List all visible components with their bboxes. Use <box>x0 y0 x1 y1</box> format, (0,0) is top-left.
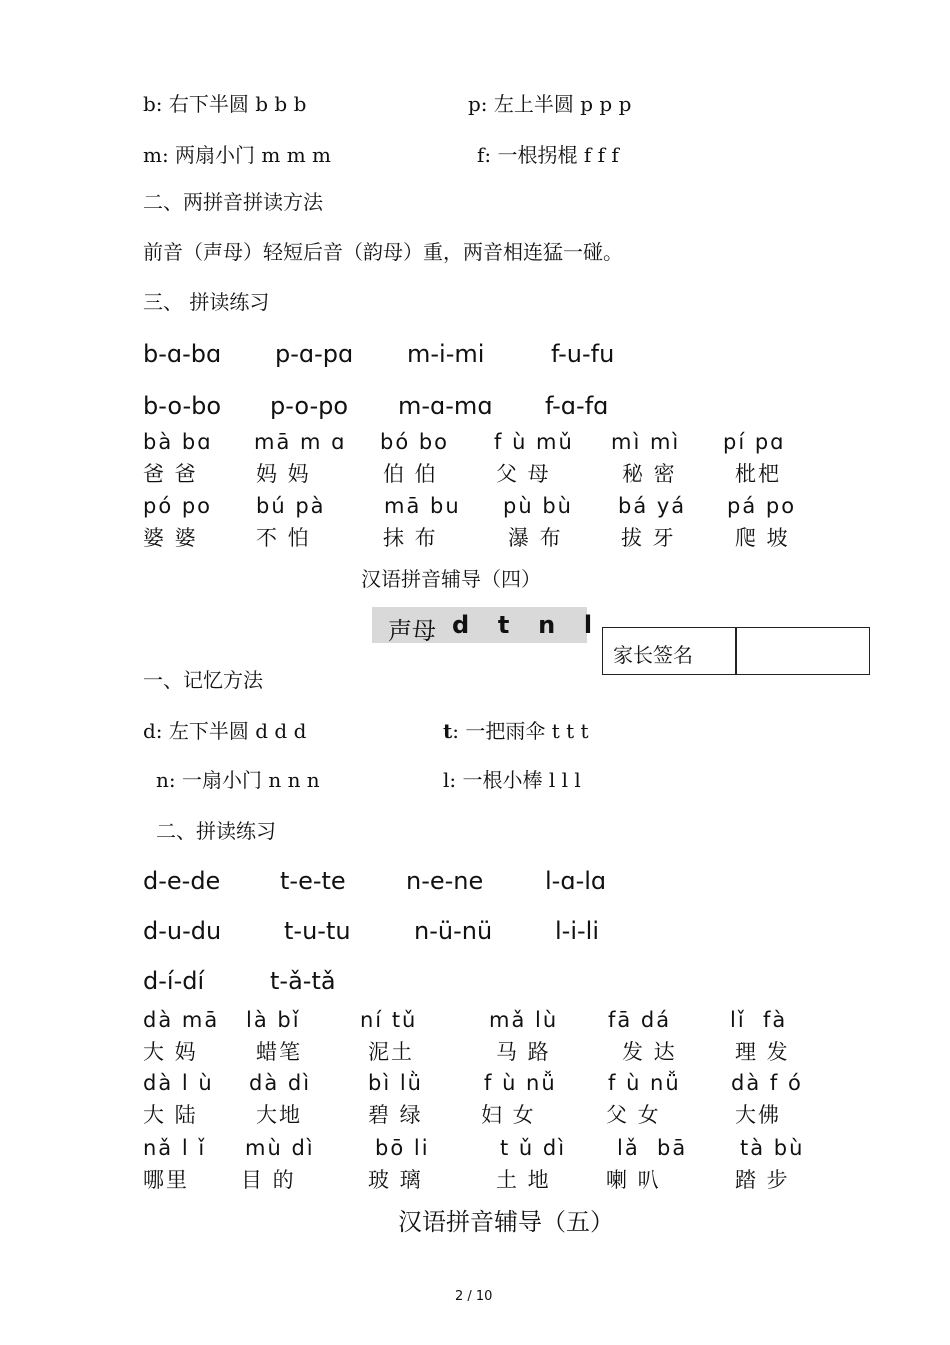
word-pinyin: t ǔ dì <box>500 1136 567 1160</box>
word-hanzi: 玻 璃 <box>368 1168 423 1192</box>
drill-item: b-ɑ-bɑ <box>143 340 222 368</box>
banner-label: 声母 <box>388 617 436 645</box>
word-pinyin: dà dì <box>249 1071 312 1095</box>
word-pinyin: mǎ lù <box>489 1008 559 1032</box>
word-hanzi: 妈 妈 <box>256 462 311 486</box>
word-pinyin: lǐ fà <box>730 1008 788 1032</box>
mnemonic-l: l: 一根小棒 l l l <box>443 768 581 792</box>
signature-divider <box>735 628 737 674</box>
drill-item: t-ǎ-tǎ <box>270 967 336 995</box>
drill-item: l-ɑ-lɑ <box>545 867 607 895</box>
word-hanzi: 妇 女 <box>481 1103 536 1127</box>
word-pinyin: bó bo <box>380 430 450 454</box>
drill-item: p-ɑ-pɑ <box>275 340 354 368</box>
section-heading-method: 二、两拼音拼读方法 <box>143 190 323 214</box>
word-hanzi: 大 陆 <box>143 1103 198 1127</box>
word-hanzi: 父 女 <box>606 1103 661 1127</box>
mnemonic-p: p: 左上半圆 p p p <box>468 92 632 116</box>
word-hanzi: 土 地 <box>496 1168 551 1192</box>
drill-item: d-e-de <box>143 867 221 895</box>
drill-item: n-ü-nü <box>414 917 493 945</box>
word-hanzi: 马 路 <box>496 1040 551 1064</box>
word-hanzi: 大地 <box>256 1103 302 1127</box>
page-number: 2 / 10 <box>455 1289 493 1304</box>
drill-item: d-u-du <box>143 917 222 945</box>
word-pinyin: mù dì <box>245 1136 315 1160</box>
word-hanzi: 婆 婆 <box>143 526 198 550</box>
word-pinyin: pù bù <box>503 494 573 518</box>
mnemonic-d: d: 左下半圆 d d d <box>143 719 307 743</box>
word-hanzi: 瀑 布 <box>508 526 563 550</box>
word-hanzi: 抹 布 <box>383 526 438 550</box>
drill-item: f-ɑ-fɑ <box>545 392 609 420</box>
word-hanzi: 爸 爸 <box>143 462 198 486</box>
word-pinyin: bà bɑ <box>143 430 213 454</box>
word-hanzi: 秘 密 <box>622 462 677 486</box>
word-hanzi: 喇 叭 <box>606 1168 661 1192</box>
word-pinyin: mā m ɑ <box>254 430 347 454</box>
word-pinyin: là bǐ <box>246 1008 301 1032</box>
word-hanzi: 发 达 <box>622 1040 677 1064</box>
word-hanzi: 不 怕 <box>256 526 311 550</box>
method-text: 前音（声母）轻短后音（韵母）重，两音相连猛一碰。 <box>143 240 623 264</box>
drill-item: m-ɑ-mɑ <box>398 392 493 420</box>
word-hanzi: 哪里 <box>143 1168 189 1192</box>
word-pinyin: lǎ bā <box>617 1136 688 1160</box>
word-hanzi: 爬 坡 <box>735 526 790 550</box>
word-pinyin: nǎ l ǐ <box>143 1136 207 1160</box>
drill-item: m-i-mi <box>407 340 485 368</box>
mnemonic-b: b: 右下半圆 b b b <box>143 92 307 116</box>
word-hanzi: 大佛 <box>735 1103 781 1127</box>
word-pinyin: fā dá <box>608 1008 672 1032</box>
word-pinyin: bú pà <box>256 494 326 518</box>
signature-field[interactable] <box>738 628 868 673</box>
mnemonic-t-letter: t <box>443 719 453 743</box>
drill-item: b-o-bo <box>143 392 222 420</box>
drill-item: n-e-ne <box>406 867 484 895</box>
mnemonic-f: f: 一根拐棍 f f f <box>477 143 619 167</box>
section-title: 汉语拼音辅导（四） <box>361 567 541 591</box>
section-heading-practice-2: 二、拼读练习 <box>156 819 276 843</box>
word-hanzi: 枇杷 <box>735 462 781 486</box>
word-hanzi: 父 母 <box>496 462 551 486</box>
signature-label: 家长签名 <box>613 643 693 667</box>
word-pinyin: f ù mǔ <box>494 430 574 454</box>
drill-item: f-u-fu <box>551 340 615 368</box>
word-hanzi: 伯 伯 <box>383 462 438 486</box>
section-heading-practice: 三、 拼读练习 <box>143 290 270 314</box>
word-hanzi: 拔 牙 <box>621 526 676 550</box>
word-pinyin: mì mì <box>611 430 681 454</box>
word-pinyin: ní tǔ <box>360 1008 418 1032</box>
word-hanzi: 大 妈 <box>143 1040 198 1064</box>
mnemonic-n: n: 一扇小门 n n n <box>156 768 320 792</box>
word-hanzi: 理 发 <box>735 1040 790 1064</box>
word-hanzi: 蜡笔 <box>256 1040 302 1064</box>
mnemonic-t-text: : 一把雨伞 t t t <box>452 719 589 743</box>
word-pinyin: mā bu <box>384 494 461 518</box>
initials-banner <box>372 607 597 645</box>
word-pinyin: bì lǜ <box>368 1071 423 1095</box>
drill-item: l-i-li <box>555 917 599 945</box>
word-pinyin: dà mā <box>143 1008 220 1032</box>
word-pinyin: bō li <box>375 1136 430 1160</box>
section-title-next: 汉语拼音辅导（五） <box>398 1208 614 1236</box>
parent-signature-box <box>602 627 870 675</box>
drill-item: t-u-tu <box>284 917 351 945</box>
drill-item: d-í-dí <box>143 967 205 995</box>
word-pinyin: tà bù <box>740 1136 805 1160</box>
word-hanzi: 目 的 <box>241 1168 296 1192</box>
word-hanzi: 泥土 <box>368 1040 414 1064</box>
word-pinyin: pí pɑ <box>723 430 786 454</box>
mnemonic-m: m: 两扇小门 m m m <box>143 143 332 167</box>
word-pinyin: f ù nǚ <box>484 1071 557 1095</box>
word-pinyin: dà f ó <box>731 1071 803 1095</box>
word-pinyin: pó po <box>143 494 213 518</box>
word-hanzi: 踏 步 <box>735 1168 790 1192</box>
word-hanzi: 碧 绿 <box>368 1103 423 1127</box>
mnemonic-t <box>443 715 589 744</box>
banner-letters: d t n l <box>452 611 597 639</box>
word-pinyin: f ù nǚ <box>608 1071 681 1095</box>
word-pinyin: bá yá <box>618 494 687 518</box>
section-heading-memory: 一、记忆方法 <box>143 668 263 692</box>
word-pinyin: pá po <box>727 494 797 518</box>
drill-item: t-e-te <box>280 867 346 895</box>
word-pinyin: dà l ù <box>143 1071 214 1095</box>
drill-item: p-o-po <box>270 392 349 420</box>
